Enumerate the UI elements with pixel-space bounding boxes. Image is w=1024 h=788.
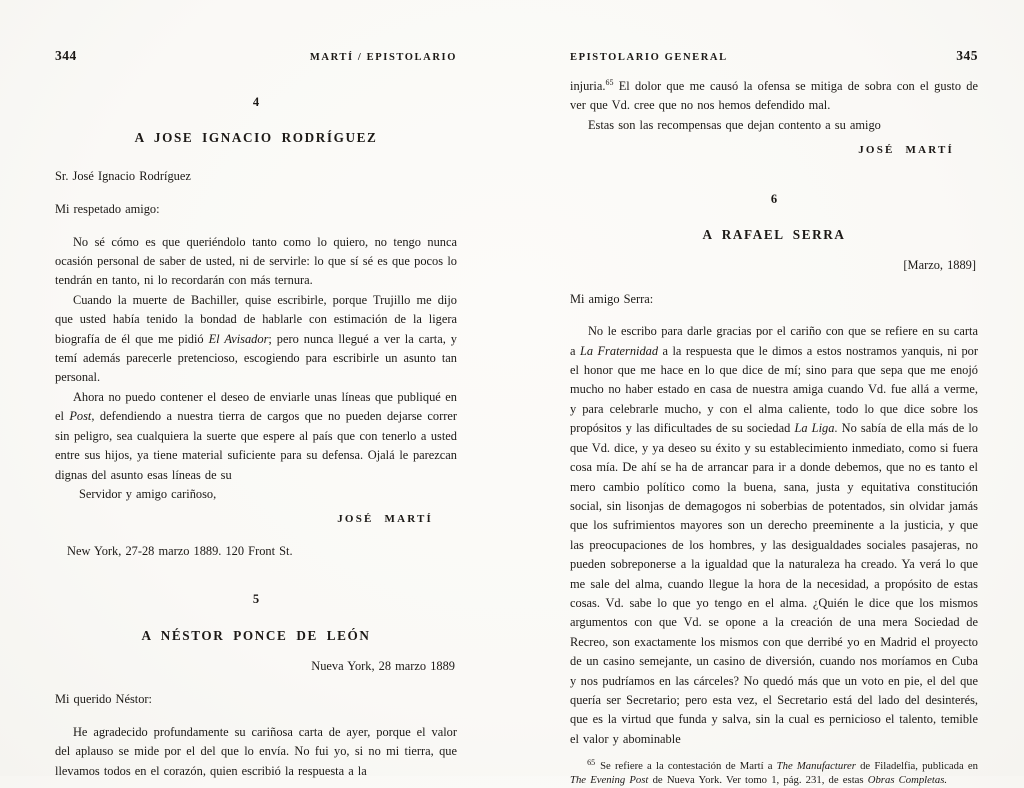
section-number: 4 — [252, 95, 260, 109]
text-run: Cuando la muerte de Bachiller, quise escribirle, porque Trujillo me dijo que usted había tenido la bondad de hablarle con estimación de la ligera biografía de él que me pidió — [55, 292, 457, 346]
page-body-right — [570, 77, 978, 788]
letter-paragraph — [55, 233, 457, 291]
signature: JOSÉ MARTÍ — [858, 144, 954, 157]
salutation: Mi amigo Serra: — [570, 291, 654, 306]
text-run: Estas son las recompensas que dejan contento a su amigo — [587, 117, 881, 132]
letter-heading: A RAFAEL SERRA — [702, 227, 846, 243]
footnote — [570, 759, 978, 787]
text-run: injuria. — [570, 79, 606, 93]
letter-paragraph — [570, 116, 978, 135]
italic-text: La Liga — [794, 421, 835, 436]
page-header-right — [570, 48, 978, 64]
page-left — [55, 48, 457, 781]
italic-text: The Manufacturer — [776, 760, 856, 773]
letter-paragraph — [55, 291, 457, 388]
text-run: Se refiere a la contestación de Martí a — [600, 760, 777, 773]
text-run: He agradecido profundamente su cariñosa carta de ayer, porque el valor del aplauso se mide por el del que lo envía. No fui yo, si no mi tierra, que llevamos todos en el corazón, quien escribió la respuesta a la — [55, 724, 457, 778]
salutation: Mi querido Néstor: — [55, 692, 152, 707]
closing-line: Servidor y amigo cariñoso, — [79, 486, 217, 501]
italic-text: La Fraternidad — [579, 343, 659, 358]
page-header-left — [55, 48, 457, 64]
footnote-marker: 65 — [587, 757, 596, 767]
page-right — [570, 48, 978, 788]
letter-heading: A JOSE IGNACIO RODRÍGUEZ — [134, 130, 378, 146]
section-number: 5 — [252, 592, 260, 607]
letter-paragraph — [55, 388, 457, 485]
italic-text: Obras Completas. — [867, 774, 948, 787]
letter-heading: A NÉSTOR PONCE DE LEÓN — [141, 627, 371, 643]
letter-paragraph — [55, 723, 457, 781]
dateline: New York, 27-28 marzo 1889. 120 Front St. — [67, 543, 293, 558]
italic-text: The Evening Post — [570, 774, 649, 787]
page-number-right: 345 — [956, 48, 978, 63]
text-run: Ahora no puedo contener el deseo de enviarle unas líneas que publiqué en el — [55, 389, 457, 424]
recipient-line: Sr. José Ignacio Rodríguez — [55, 168, 191, 183]
text-run: No le escribo para darle gracias por el cariño con que se refiere en su carta a — [570, 324, 978, 358]
running-header-left: MARTÍ / EPISTOLARIO — [309, 52, 457, 63]
letter-paragraph — [570, 322, 978, 749]
dateline: [Marzo, 1889] — [903, 258, 976, 273]
running-header-right: EPISTOLARIO GENERAL — [570, 52, 728, 63]
page-body-left — [55, 93, 457, 781]
text-run: de Nueva York. Ver tomo 1, pág. 231, de estas — [648, 774, 868, 787]
italic-text: Post — [69, 409, 92, 424]
text-run: . No sabía de ella más de lo que Vd. dice, y ya deseo su éxito y su establecimiento inmediato, como si fuera cosa mía. De ahí se ha de arrancar para ir a donde debemos, que no es tanto el mero cambio político como la buena, sana, justa y equitativa constitución social, sin lisonjas de demagogos ni soberbias de potentados, sin olvidar jamás que los sufrimientos mayores son un derecho preeminente a la justicia, y que las preocupaciones de los hombres, y las desigualdades sociales pasajeras, no pueden sobreponerse a la igualdad que la naturaleza ha creado. Ya verá lo que me sale del alma, cuando llegue la hora de la necesidad, a propósito de estas cosas. Vd. sabe lo que yo tengo en el alma. ¿Quién le dice que los mismos argumentos con que Vd. se opone a la creación de una mera Sociedad de Recreo, son exactamente los mismos con que derribé yo en Madrid el proyecto de un casino semejante, un casino de diversión, cuando nos moríamos en Cuba y nos pudríamos en las cárceles? No quedó más que un voto en pie, el del que quería ser Secretario; pero esta vez, el Secretario está del lado del desinterés, que es la virtud que funda y salva, sin la cual es pernicioso el talento, temible el valor y abominable — [570, 421, 978, 746]
letter-paragraph-continued — [570, 77, 978, 116]
signature: JOSÉ MARTÍ — [337, 513, 433, 526]
text-run: , defendiendo a nuestra tierra de cargos que no pueden dejarse correr sin peligro, sea cualquiera la suerte que espere al país que con tenerlo a usted entre sus hijos, ya tiene material suficiente para su defensa. Ojalá le parezcan dignas del asunto esas líneas de su — [55, 409, 457, 482]
dateline: Nueva York, 28 marzo 1889 — [311, 658, 455, 673]
page-number-left: 344 — [55, 48, 77, 63]
text-run: El dolor que me causó la ofensa se mitiga de sobra con el gusto de ver que Vd. cree que no nos hemos defendido mal. — [570, 79, 978, 113]
footnote-marker: 65 — [605, 77, 614, 87]
italic-text: El Avisador — [208, 331, 269, 346]
text-run: No sé cómo es que queriéndolo tanto como lo quiero, no tengo nunca ocasión personal de saber de usted, ni de servirle: lo que sí sé es que pocos lo tendrán en tanto, ni lo recordarán con más ternura. — [55, 234, 457, 288]
text-run: ; pero nunca llegué a ver la carta, y temí además parecerle pretencioso, escogiendo para escribirle un asunto tan personal. — [55, 331, 457, 385]
text-run: de Filadelfia, publicada en — [855, 760, 978, 773]
section-number: 6 — [770, 191, 778, 206]
salutation: Mi respetado amigo: — [55, 202, 160, 217]
text-run: a la respuesta que le dimos a estos nostramos yanquis, ni por el honor que me hace en lo que dice de mí; sino para que sepa que me enojó mucho no haber estado en casa de nuestra amiga cuando Vd. fue allá a verme, y para celebrarle mucho, y con el alma caliente, todo lo que dice sobre los propósitos y las dificultades de su sociedad — [570, 343, 979, 436]
